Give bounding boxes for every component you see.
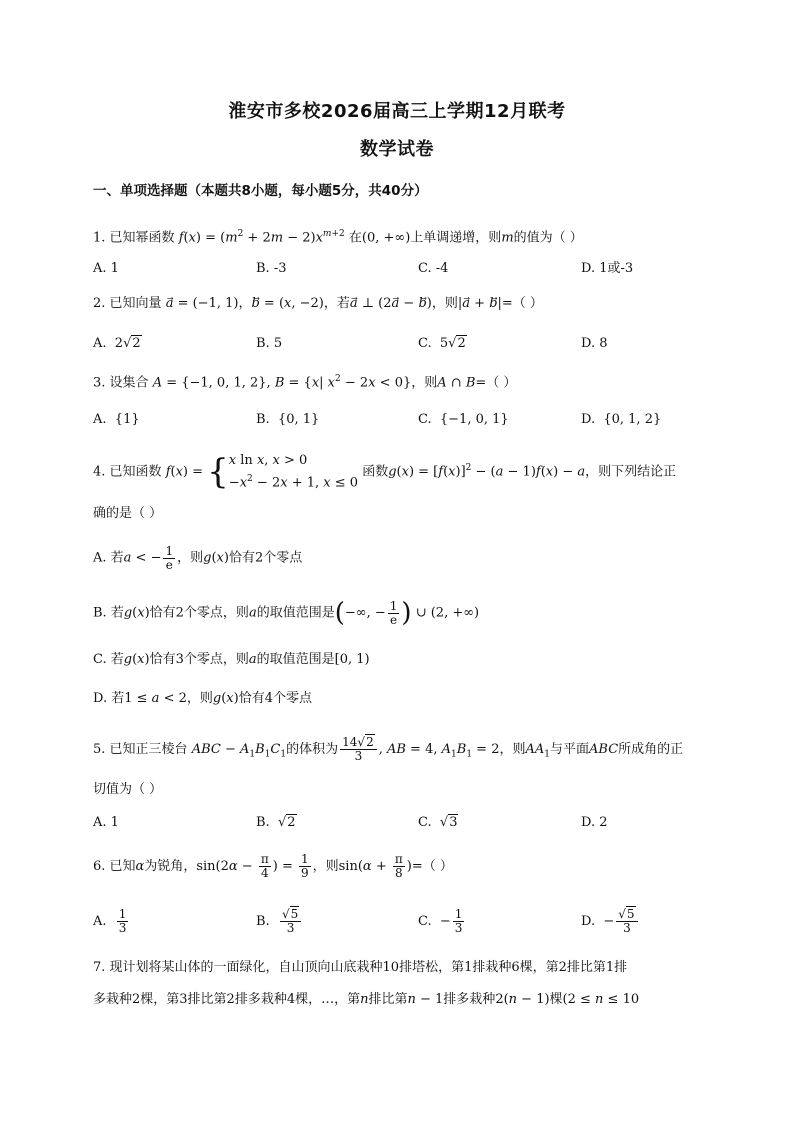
- q1-option-b: B. -3: [256, 261, 287, 276]
- q6-option-c: C. − $\frac{1}{3}$: [418, 907, 463, 935]
- q5-option-b: B. √2: [256, 815, 296, 830]
- page-subtitle: 数学试卷: [360, 139, 434, 160]
- question-5-continued: 切值为（ ）: [93, 782, 163, 797]
- page-title: 淮安市多校2026届高三上学期12月联考: [228, 101, 566, 122]
- q6-option-a: A. $\frac{1}{3}$: [93, 907, 127, 935]
- q2-option-b: B. 5: [256, 336, 283, 351]
- question-6: 6. 已知α为锐角，sin(2α − $\frac{\pi}{4}$ ) = $\frac{1}{9}$ ，则sin(α + $\frac{\pi}{8}$ )=（ ）: [93, 852, 453, 880]
- question-4-continued: 确的是（ ）: [93, 506, 163, 521]
- q1-option-a: A. 1: [93, 261, 119, 276]
- question-2: 2. 已知向量 a⃗ = (−1, 1)，b⃗ = (x, −2)，若a⃗ ⊥ (2a⃗ − b⃗)，则|a⃗ + b⃗|=（ ）: [93, 296, 543, 311]
- q5-option-a: A. 1: [93, 815, 119, 830]
- q4-option-d: D. 若1 ≤ a < 2，则g(x)恰有4个零点: [93, 691, 312, 706]
- q1-option-d: D. 1或-3: [581, 261, 634, 276]
- q4-option-c: C. 若g(x)恰有3个零点，则a的取值范围是[0, 1): [93, 652, 370, 667]
- q6-option-d: D. − $\frac{√5}{3}$: [581, 905, 640, 939]
- question-5: 5. 已知正三棱台 ABC − $A_1B_1C_1$的体积为 $\frac{14√2}{3}$ , AB = 4, $A_1B_1 = 2$，则$AA_1$与平面ABC所成角的正: [93, 735, 684, 763]
- q3-option-b: B. {0, 1}: [256, 412, 320, 427]
- question-1: 1. 已知幂函数 $f(x) = (m^2 + 2m - 2)x^{m+2}$ 在(0, +∞)上单调递增，则m的值为（ ）: [93, 229, 583, 246]
- q2-option-d: D. 8: [581, 336, 608, 351]
- q3-option-c: C. {−1, 0, 1}: [418, 412, 509, 427]
- q2-option-a: A. 2√2: [93, 336, 141, 351]
- question-4: 4. 已知函数 f(x) = { x ln x, x > 0 $-x^2 - 2x + 1$, x ≤ 0 函数$g(x) = [f(x)]^2 - (a - 1)f(x) - a$，则下列结论正: [93, 451, 677, 492]
- q6-option-b: B. $\frac{√5}{3}$: [256, 905, 303, 939]
- q4-option-a: A. 若a < − $\frac{1}{e}$ ，则g(x)恰有2个零点: [93, 544, 303, 572]
- question-7-continued: 多栽种2棵，第3排比第2排多栽种4棵，…，第n排比第n − 1排多栽种2(n − 1)棵(2 ≤ n ≤ 10: [93, 992, 640, 1007]
- question-3: 3. 设集合 A = {−1, 0, 1, 2}, B = {x| $x^2 - 2x < 0$}，则A ∩ B=（ ）: [93, 374, 517, 391]
- q5-option-d: D. 2: [581, 815, 608, 830]
- q1-option-c: C. -4: [418, 261, 449, 276]
- q3-option-a: A. {1}: [93, 412, 140, 427]
- section-heading: 一、单项选择题（本题共8小题，每小题5分，共40分）: [93, 183, 428, 199]
- q4-option-b: B. 若g(x)恰有2个零点，则a的取值范围是(−∞, − $\frac{1}{e}$ ) ∪ (2, +∞): [93, 598, 480, 628]
- q5-option-c: C. √3: [418, 815, 458, 830]
- q3-option-d: D. {0, 1, 2}: [581, 412, 662, 427]
- question-7: 7. 现计划将某山体的一面绿化，自山顶向山底栽种10排塔松，第1排栽种6棵，第2排比第1排: [93, 960, 628, 975]
- q2-option-c: C. 5√2: [418, 336, 466, 351]
